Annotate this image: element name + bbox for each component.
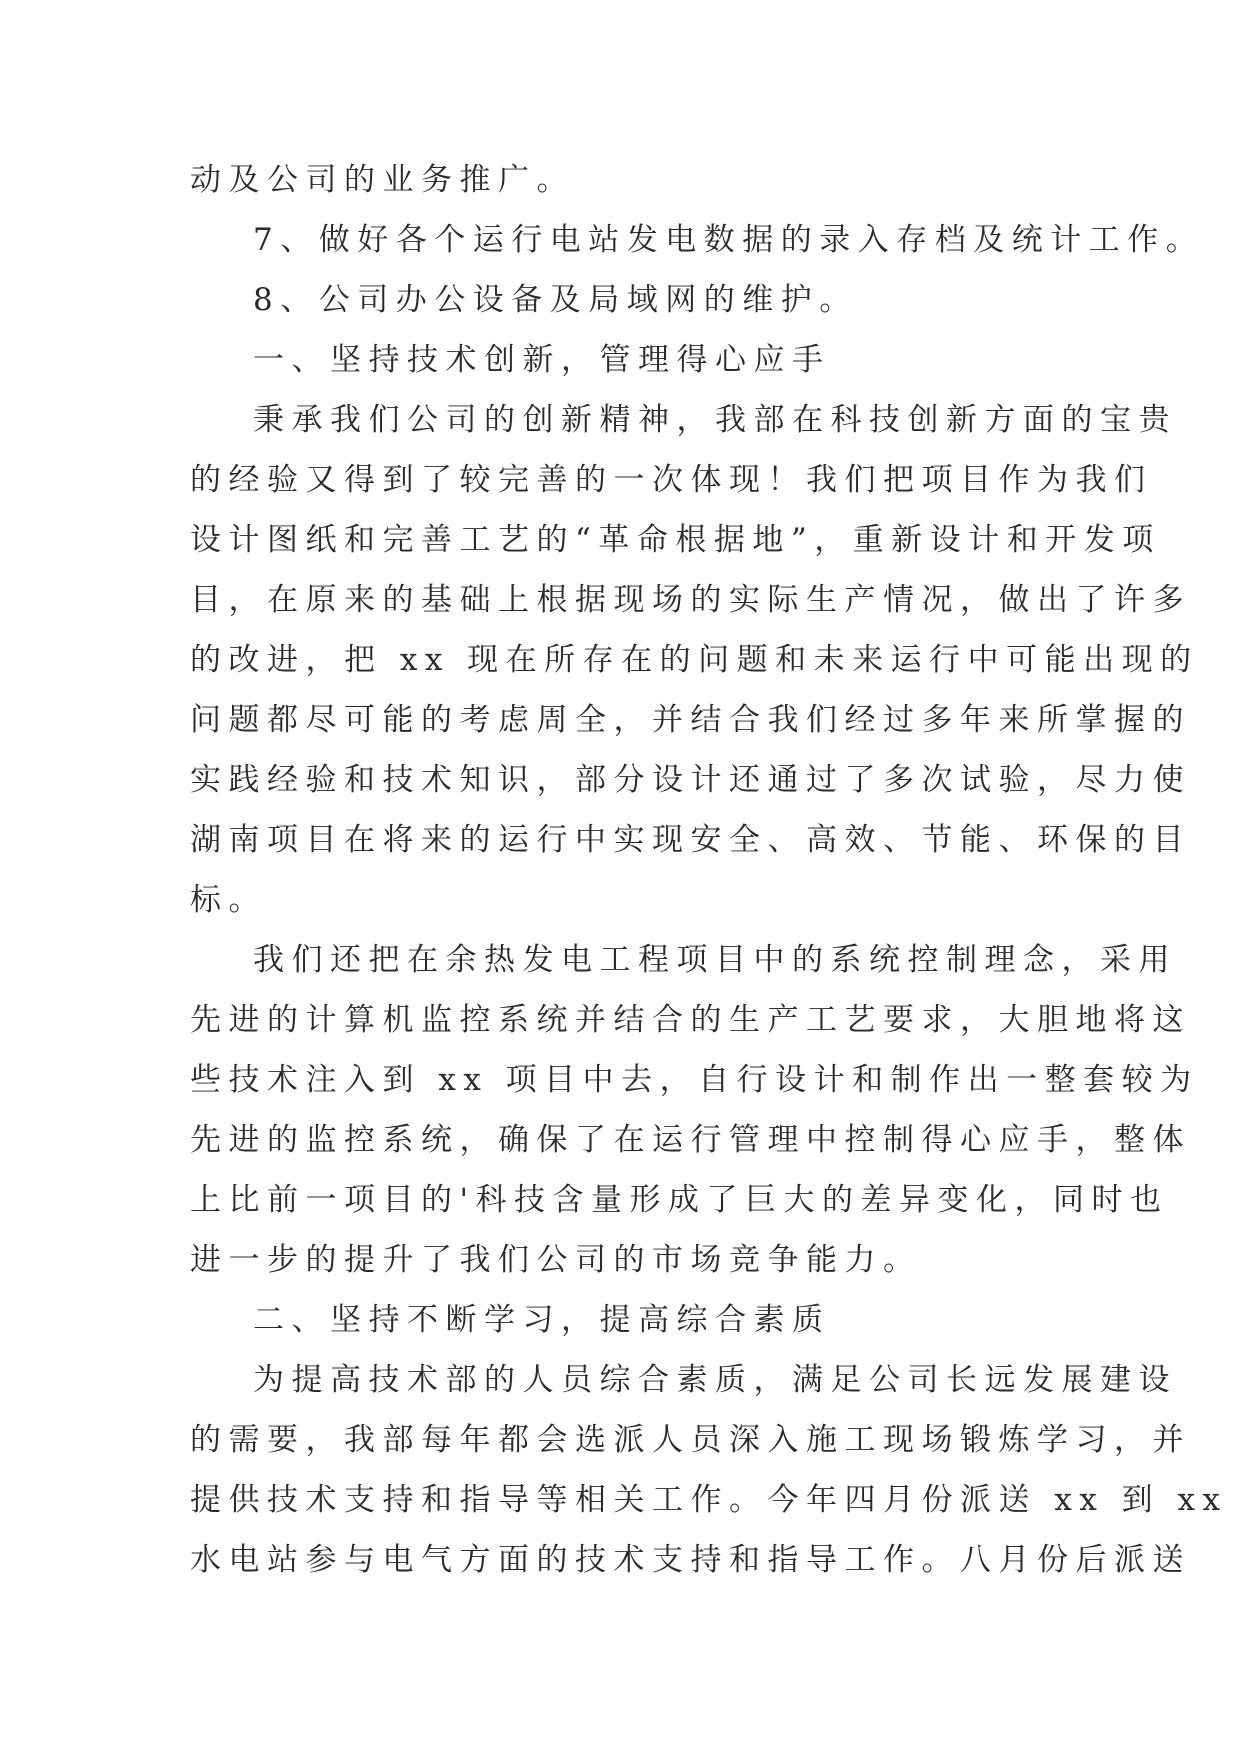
text-line: 我们还把在余热发电工程项目中的系统控制理念，采用 [253,942,1177,978]
text-line: 的经验又得到了较完善的一次体现！我们把项目作为我们 [190,462,1153,498]
text-line: 些技术注入到 xx 项目中去，自行设计和制作出一整套较为 [190,1062,1199,1098]
text-line: 为提高技术部的人员综合素质，满足公司长远发展建设 [253,1362,1177,1398]
text-line: 水电站参与电气方面的技术支持和指导工作。八月份后派送 [190,1542,1191,1578]
document-body [190,150,1228,1590]
text-line: 实践经验和技术知识，部分设计还通过了多次试验，尽力使 [190,762,1191,798]
text-line: 设计图纸和完善工艺的“革命根据地”，重新设计和开发项 [190,522,1161,558]
text-line: 7、做好各个运行电站发电数据的录入存档及统计工作。 [253,222,1205,258]
text-line: 提供技术支持和指导等相关工作。今年四月份派送 xx 到 xx [190,1482,1228,1518]
text-line: 标。 [190,882,267,918]
text-line: 先进的计算机监控系统并结合的生产工艺要求，大胆地将这 [190,1002,1191,1038]
text-line: 先进的监控系统，确保了在运行管理中控制得心应手，整体 [190,1122,1191,1158]
text-line: 的改进，把 xx 现在所存在的问题和未来运行中可能出现的 [190,642,1199,678]
text-line: 动及公司的业务推广。 [190,162,575,198]
text-line: 一、坚持技术创新，管理得心应手 [253,342,831,378]
text-line: 8、公司办公设备及局域网的维护。 [253,282,858,318]
text-line: 上比前一项目的'科技含量形成了巨大的差异变化，同时也 [190,1182,1169,1218]
text-line: 的需要，我部每年都会选派人员深入施工现场锻炼学习，并 [190,1422,1191,1458]
text-line: 湖南项目在将来的运行中实现安全、高效、节能、环保的目 [190,822,1191,858]
text-line: 目，在原来的基础上根据现场的实际生产情况，做出了许多 [190,582,1191,618]
text-line: 进一步的提升了我们公司的市场竞争能力。 [190,1242,922,1278]
text-line: 二、坚持不断学习，提高综合素质 [253,1302,831,1338]
text-line: 秉承我们公司的创新精神，我部在科技创新方面的宝贵 [253,402,1177,438]
text-line: 问题都尽可能的考虑周全，并结合我们经过多年来所掌握的 [190,702,1191,738]
